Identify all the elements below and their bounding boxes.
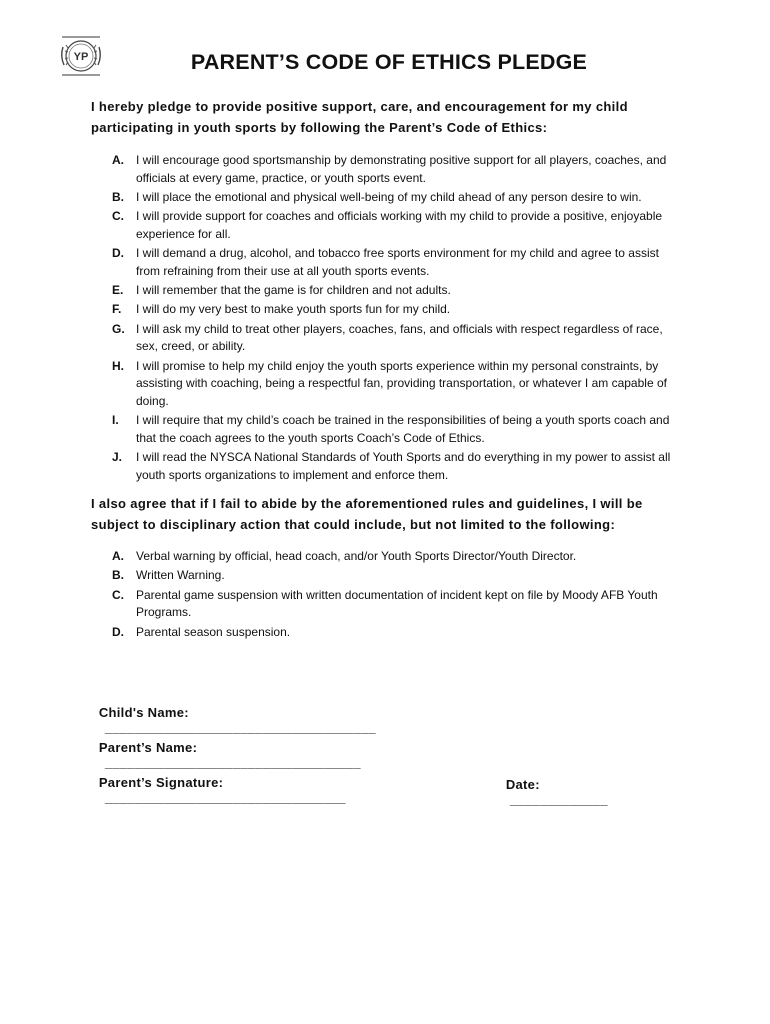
item-letter: E. [112, 283, 124, 298]
logo-text: YP [73, 51, 89, 63]
list-item [112, 152, 682, 187]
list-item [112, 624, 682, 642]
item-text: I will demand a drug, alcohol, and tobacco free sports environment for my child and agree to assist from refraining from their use at all youth sports events. [136, 246, 659, 278]
item-text: I will ask my child to treat other players, coaches, fans, and officials with respect regardless of race, sex, creed, or ability. [136, 321, 663, 354]
item-letter: B. [112, 189, 124, 204]
child-name-label: Child's Name: [98, 705, 189, 720]
item-letter: D. [112, 624, 124, 639]
item-letter: F. [112, 302, 122, 317]
parent-name-label: Parent’s Name: [98, 740, 198, 755]
list-item [112, 412, 682, 447]
list-item [112, 358, 682, 411]
item-text: I will do my very best to make youth sports fun for my child. [136, 302, 451, 317]
item-text: I will read the NYSCA National Standards of Youth Sports and do everything in my power to assist all youth sports organizations to implement and enforce them. [136, 450, 671, 482]
child-name-line[interactable]: ____________________________________ [104, 720, 376, 735]
parent-signature-label: Parent’s Signature: [98, 775, 224, 790]
item-letter: I. [112, 413, 119, 428]
date-line[interactable]: _____________ [509, 792, 608, 807]
item-letter: H. [112, 358, 124, 373]
item-text: I will remember that the game is for children and not adults. [136, 283, 451, 298]
item-letter: C. [112, 587, 124, 602]
list-item [112, 282, 682, 300]
intro-paragraph: I hereby pledge to provide positive support, care, and encouragement for my child participating in youth sports by following the Parent’s Code of Ethics: [91, 99, 628, 135]
list-item [112, 321, 682, 356]
discipline-list [112, 548, 682, 643]
item-text: Verbal warning by official, head coach, and/or Youth Sports Director/Youth Director. [136, 549, 577, 563]
list-item [112, 208, 682, 243]
parent-signature-line[interactable]: ________________________________ [104, 790, 346, 805]
date-label: Date: [505, 777, 540, 792]
page-title: PARENT’S CODE OF ETHICS PLEDGE [190, 50, 588, 74]
list-item [112, 189, 682, 207]
list-item [112, 245, 682, 280]
ethics-list [112, 152, 682, 486]
agreement-paragraph: I also agree that if I fail to abide by the aforementioned rules and guidelines, I will be subject to disciplinary action that could include, but not limited to the following: [91, 496, 643, 532]
item-letter: C. [112, 209, 124, 224]
list-item [112, 449, 682, 484]
list-item [112, 567, 682, 585]
item-text: Parental season suspension. [136, 624, 291, 639]
list-item [112, 587, 682, 622]
item-letter: A. [112, 549, 124, 563]
parent-signature-field[interactable] [91, 760, 346, 805]
list-item [112, 548, 682, 566]
item-text: Written Warning. [136, 568, 225, 583]
item-text: Parental game suspension with written documentation of incident kept on file by Moody AFB Youth Programs. [136, 587, 658, 620]
item-letter: D. [112, 246, 124, 261]
item-text: I will encourage good sportsmanship by demonstrating positive support for all players, coaches, and officials at every game, practice, or youth sports event. [136, 153, 667, 185]
parent-name-line[interactable]: __________________________________ [104, 755, 361, 770]
item-letter: G. [112, 321, 125, 336]
item-text: I will require that my child’s coach be trained in the responsibilities of being a youth sports coach and that the coach agrees to the youth sports Coach’s Code of Ethics. [136, 413, 670, 445]
date-field[interactable] [498, 762, 608, 807]
list-item [112, 301, 682, 319]
item-letter: A. [112, 153, 124, 167]
item-text: I will place the emotional and physical well-being of my child ahead of any person desire to win. [136, 189, 642, 204]
item-letter: B. [112, 568, 124, 583]
item-text: I will promise to help my child enjoy the youth sports experience within my personal constraints, by assisting with coaching, being a respectful fan, providing transportation, or whatever I am capable of doing. [136, 358, 667, 408]
item-text: I will provide support for coaches and officials working with my child to provide a positive, enjoyable experience for all. [136, 209, 663, 241]
item-letter: J. [112, 450, 123, 465]
